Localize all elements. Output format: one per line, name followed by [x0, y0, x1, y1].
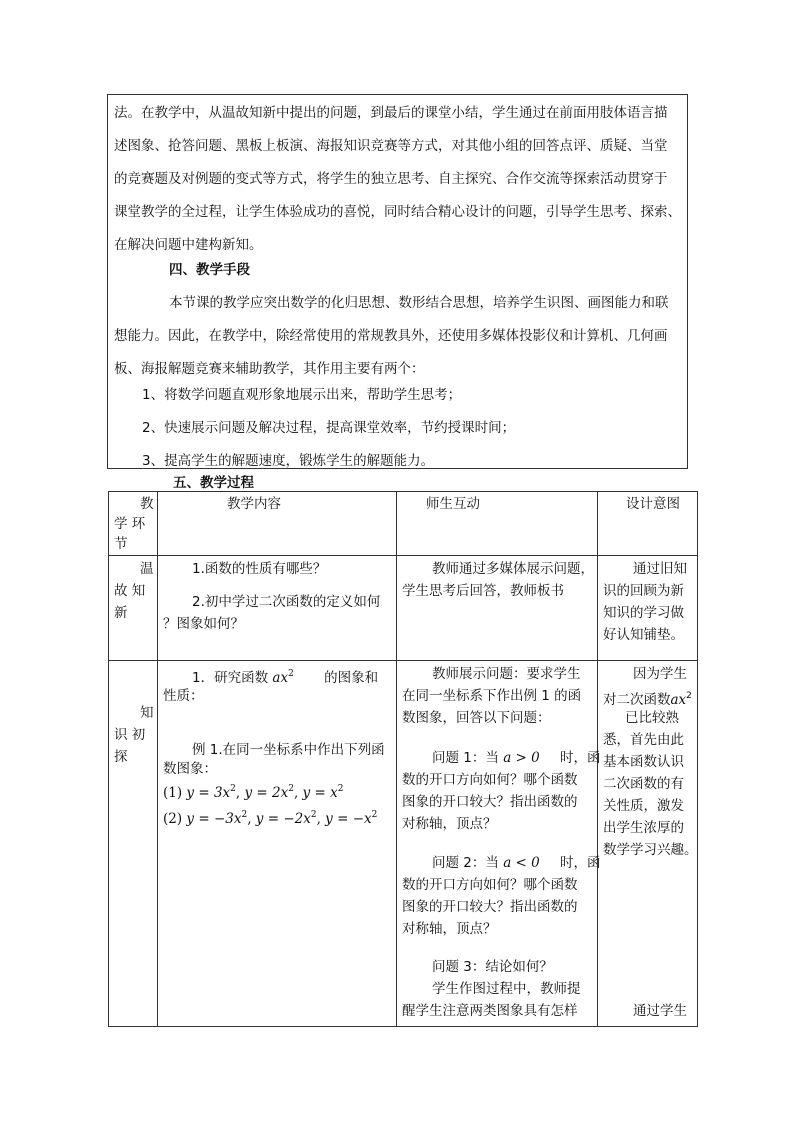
row1-stage-l1: 温 [140, 561, 154, 577]
eq2-b-exp: 2 [310, 810, 317, 820]
row2-stage-l1: 知 [140, 705, 154, 721]
row2-intent-l4: 悉，首先由此 [603, 732, 684, 748]
q1-l3: 图象的开口较大？指出函数的 [402, 794, 578, 810]
row2-intent-l2 [603, 687, 692, 709]
header-interaction-label: 师生互动 [426, 496, 480, 512]
header-intent [598, 492, 698, 556]
q1-l2: 数的开口方向如何？哪个函数 [402, 772, 578, 788]
q2-l3: 图象的开口较大？指出函数的 [402, 899, 578, 915]
table-row [109, 556, 698, 661]
row2-intent-l8: 出学生浓厚的 [603, 820, 684, 836]
method-line-4: 课堂教学的全过程，让学生体验成功的喜悦，同时结合精心设计的问题，引导学生思考、探索、 [114, 204, 681, 220]
row2-int-l1: 教师展示问题：要求学生 [432, 666, 581, 682]
row2-intent-l5: 基本函数认识 [603, 754, 684, 770]
q2-suffix: 时，函 [560, 855, 601, 871]
header-stage-l1: 教 [140, 496, 154, 512]
q1-suffix: 时，函 [560, 750, 601, 766]
row1-content-l2: 2.初中学过二次函数的定义如何 [192, 594, 381, 610]
eq1-a: y = 3x [186, 785, 231, 801]
example-eq-1: (1) $y = 3x^2$, $y = 2x^2$, $y = x^2$ [163, 784, 344, 801]
eq1-label: (1) [163, 785, 183, 801]
row2-int-l3: 数图象，回答以下问题： [402, 710, 551, 726]
row2-intent-l2-text: 对二次函数 [603, 692, 671, 708]
table-header-row [109, 492, 698, 556]
example-eq-2: (2) $y = -3x^2$, $y = -2x^2$, $y = -x^2$ [163, 810, 378, 827]
row1-stage-l3: 新 [114, 605, 128, 621]
row1-content [158, 556, 397, 661]
eq2-c-exp: 2 [371, 810, 378, 820]
row2-int-l2: 在同一坐标系下作出例 1 的函 [402, 688, 582, 704]
means-item-1: 1、将数学问题直观形象地展示出来，帮助学生思考； [142, 387, 462, 403]
row1-intent-l3: 知识的学习做 [603, 605, 684, 621]
row1-intent [598, 556, 698, 661]
eq1-c: y = x [302, 785, 338, 801]
eq2-c: y = −x [325, 811, 372, 827]
row2-intent-l10: 通过学生 [633, 1003, 687, 1019]
expr-ax2 [272, 670, 293, 686]
row2-stage [109, 661, 158, 1027]
q2-cond: a < 0 [503, 855, 540, 871]
q3-l2: 学生作图过程中，教师提 [432, 981, 581, 997]
means-line-2: 想能力。因此，在教学中，除经常使用的常规教具外，还使用多媒体投影仪和计算机、几何画 [114, 328, 668, 344]
q2-l4: 对称轴，顶点？ [402, 921, 497, 937]
intent-expr-ax2: ax [670, 692, 687, 708]
row1-interaction-l2: 学生思考后回答，教师板书 [402, 583, 564, 599]
row2-content-l1-text: 1．研究函数 [192, 670, 269, 686]
header-interaction [397, 492, 598, 556]
process-table [108, 491, 698, 1027]
row2-stage-l3: 探 [114, 749, 128, 765]
row2-stage-l2: 识 初 [114, 727, 146, 743]
process-title: 五、教学过程 [173, 475, 254, 491]
row2-intent-l1: 因为学生 [633, 666, 687, 682]
method-line-2: 述图象、抢答问题、黑板上板演、海报知识竞赛等方式，对其他小组的回答点评、质疑、当堂 [114, 138, 668, 154]
eq2-b: y = −2x [255, 811, 311, 827]
means-item-3: 3、提高学生的解题速度，锻炼学生的解题能力。 [142, 453, 435, 469]
row2-int-q1 [432, 749, 601, 767]
row2-intent [598, 661, 698, 1027]
row2-interaction [397, 661, 601, 1027]
intent-expr-exp: 2 [686, 691, 692, 701]
row2-intent-l6: 二次函数的有 [603, 776, 684, 792]
means-line-3: 板、海报解题竞赛来辅助教学，其作用主要有两个： [114, 361, 425, 377]
q1-cond: a > 0 [503, 750, 540, 766]
eq2-a-exp: 2 [241, 810, 248, 820]
row2-int-q2 [432, 854, 601, 872]
header-content-label: 教学内容 [227, 496, 281, 512]
row2-content-l1-tail: 的图象和 [324, 670, 379, 686]
means-item-2: 2、快速展示问题及解决过程，提高课堂效率，节约授课时间； [142, 420, 516, 436]
expr-ax2-base: ax [272, 670, 289, 686]
means-line-1: 本节课的教学应突出数学的化归思想、数形结合思想，培养学生识图、画图能力和联 [169, 295, 669, 311]
row1-stage-l2: 故 知 [114, 583, 146, 599]
eq2-a: y = −3x [186, 811, 242, 827]
row1-content-l1: 1.函数的性质有哪些？ [192, 561, 327, 577]
row1-intent-l4: 好认知铺垫。 [603, 627, 684, 643]
row1-stage [109, 556, 158, 661]
row1-interaction-l1: 教师通过多媒体展示问题， [432, 561, 594, 577]
q1-prefix: 问题 1：当 [432, 750, 499, 766]
row2-intent-l9: 数学学习兴趣。 [603, 842, 698, 858]
header-stage [109, 492, 158, 556]
row2-intent-l3: 已比较熟 [625, 710, 679, 726]
header-stage-l2: 学 环 [114, 516, 146, 532]
method-line-3: 的竞赛题及对例题的变式等方式，将学生的独立思考、自主探究、合作交流等探索活动贯穿于 [114, 171, 668, 187]
q2-prefix: 问题 2：当 [432, 855, 499, 871]
row2-intent-l7: 关性质，激发 [603, 798, 684, 814]
eq1-c-exp: 2 [337, 784, 344, 794]
q1-l4: 对称轴，顶点？ [402, 816, 497, 832]
row2-content-l2: 性质： [163, 688, 204, 704]
q2-l2: 数的开口方向如何？哪个函数 [402, 877, 578, 893]
row2-content [158, 661, 397, 1027]
eq1-b: y = 2x [244, 785, 289, 801]
eq1-b-exp: 2 [288, 784, 294, 794]
row1-interaction [397, 556, 598, 661]
eq1-a-exp: 2 [230, 784, 236, 794]
row2-content-l3: 例 1.在同一坐标系中作出下列函 [192, 742, 385, 758]
q3-l3: 醒学生注意两类图象具有怎样 [402, 1003, 578, 1019]
method-block [107, 94, 688, 469]
row2-content-l4: 数图象： [163, 761, 217, 777]
row1-intent-l2: 识的回顾为新 [603, 583, 684, 599]
row1-intent-l1: 通过旧知 [633, 561, 687, 577]
expr-ax2-exp: 2 [288, 669, 294, 679]
row1-content-l3: ？图象如何？ [163, 616, 244, 632]
header-stage-l3: 节 [114, 536, 128, 552]
means-title: 四、教学手段 [169, 262, 250, 278]
header-intent-label: 设计意图 [626, 496, 680, 512]
header-content [158, 492, 397, 556]
q3: 问题 3：结论如何？ [432, 959, 553, 975]
method-line-5: 在解决问题中建构新知。 [114, 237, 263, 253]
row2-content-l1 [192, 665, 378, 687]
method-line-1: 法。在教学中，从温故知新中提出的问题，到最后的课堂小结，学生通过在前面用肢体语言描 [114, 105, 668, 121]
eq2-label: (2) [163, 811, 183, 827]
table-row [109, 661, 698, 1027]
